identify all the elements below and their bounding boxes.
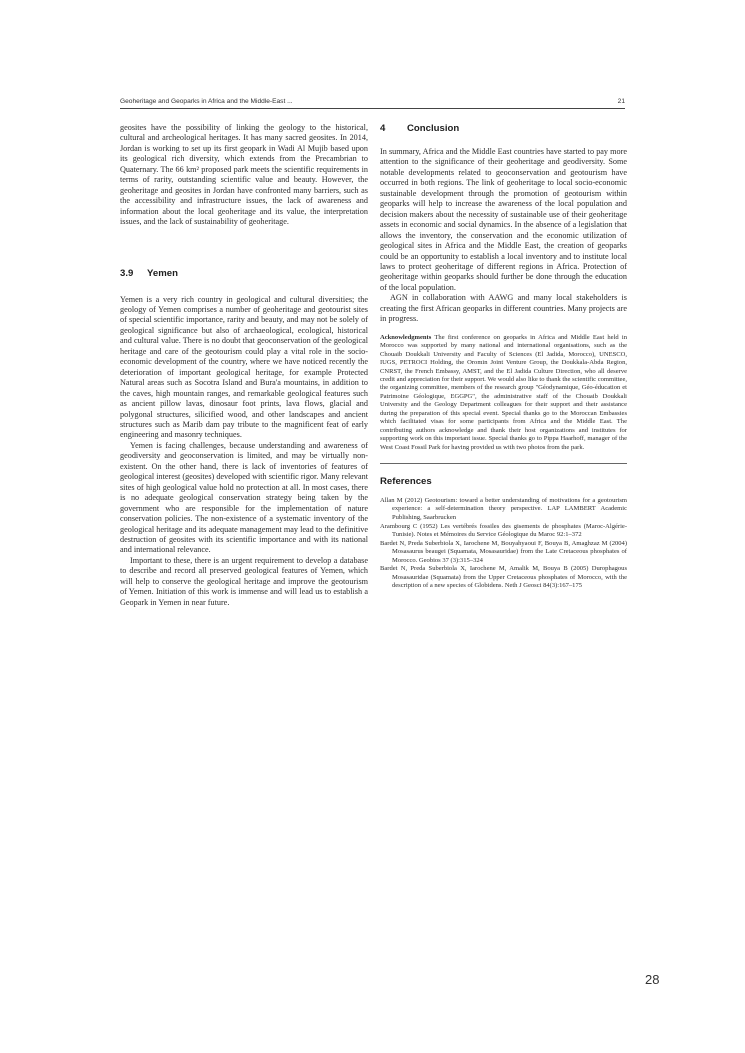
page-number: 28: [645, 972, 660, 987]
running-header-title: Geoheritage and Geoparks in Africa and the Middle-East ...: [120, 98, 293, 105]
running-header-page-number: 21: [617, 98, 625, 105]
references-heading: References: [380, 476, 432, 488]
right-column: [380, 123, 627, 591]
section-title: Yemen: [147, 267, 178, 279]
reference-item: Allan M (2012) Geotourism: toward a better understanding of motivations for a geotourism experience: a self-determination theory perspective. LAP LAMBERT Academic Publishing, Saarbrucken: [380, 497, 627, 521]
section-number: 4: [380, 123, 386, 134]
yemen-paragraph-3: Important to these, there is an urgent requirement to develop a database to describe and record all preserved geological features of Yemen, which will help to conserve the geological heritage and improve the geotourism of Yemen. Initiation of this work is immense and will lead us to establish a Geopark in Yemen in near future.: [120, 555, 368, 607]
yemen-paragraph-2: Yemen is facing challenges, because understanding and awareness of geodiversity and geoconservation is limited, and may be virtually non-existent. On the other hand, there is lack of inventories of features of geological interest (geosites) developed with scientific rigor. Many relevant sites of high geological value hold no protection at all. In most cases, there is no adequate geological conservation strategy being taken by the government who are responsible for the implementation of nature conservation policies. The non-existence of a systematic inventory of the geological heritage and its adequate management may lead to the definitive destruction of geosites with its scientific importance and with its national and international relevance.: [120, 440, 368, 555]
spacer: [120, 228, 368, 268]
reference-item: Bardet N, Preda Suberbiola X, Iarochene M, Bouyahyaoui F, Bouya B, Amaghzaz M (2004) Mosasaurus beaugei (Squamata, Mosasauridae) from the Late Cretaceous phosphates of Morocco. Geobios 37 (3):315–324: [380, 539, 627, 564]
header-rule: [120, 108, 625, 109]
section-heading-yemen: [120, 268, 368, 279]
conclusion-paragraph-1: In summary, Africa and the Middle East countries have started to pay more attention to the significance of their geoheritage and geodiversity. Some notable developments related to geoconservation and geotourism have occurred in both regions. The link of geoheritage to local socio-economic sustainable development through the promotion of geotourism within geoparks will help to increase the awareness of the local population and decision makers about the necessity of sustainable use of their geoheritage assets in economic and social dynamics. In the absence of a legislation that allows the inventory, the conservation and the economic utilization of geological sites in Africa and the Middle East, the creation of geoparks could be an opportunity to establish a local inventory and to institute local laws to protect geoheritage of different regions in Africa. Protection of geoheritage within geoparks should further be done through the education of the local population.: [380, 147, 627, 292]
reference-item: Bardet N, Preda Suberbiola X, Iarochene M, Amalik M, Bouya B (2005) Durophagous Mosasauridae (Squamata) from the Upper Cretaceous phosphates of Morocco, with the description of a new species of Globidens. Neth J Geosci 84(3):167–175: [380, 565, 627, 590]
yemen-paragraph-1: Yemen is a very rich country in geological and cultural diversities; the geology of Yemen comprises a number of geoheritage and geotourist sites of special scientific importance, rarity and beauty, and may not be solely of geological significance but also of archaeological, ecological, historical and cultural value. There is no doubt that geoconservation of the geological heritage and care of the geotourism could play a vital role in the socio-economic development of the country, where we have noticed recently the deterioration of important geological heritage, for example Protected Natural areas such as Socotra Island and Bura'a mountains, in addition to the caves, high mountain ranges, and remarkable geological features such as ancient pillow lavas, dinosaur foot prints, lava flows, glacial and polygonal structures, silicified wood, and other landscapes and ancient structures such as Marib dam pay tribute to the magnificent feat of early engineering and masonry techniques.: [120, 294, 368, 440]
section-title: Conclusion: [407, 123, 460, 134]
reference-item: Arambourg C (1952) Les vertébrés fossiles des gisements de phosphates (Maroc-Algérie-Tunisie). Notes et Mémoires du Service Géologique du Maroc 92:1–372: [380, 522, 627, 539]
spacer: [380, 464, 627, 476]
spacer: [380, 487, 627, 497]
references-list: [380, 497, 627, 591]
spacer: [380, 325, 627, 334]
left-column: [120, 123, 368, 608]
section-heading-conclusion: [380, 123, 627, 134]
spacer: [120, 279, 368, 295]
acknowledgments-label: Acknowledgments: [380, 333, 432, 341]
spacer: [380, 134, 627, 147]
acknowledgments: [380, 334, 627, 452]
acknowledgments-text: The first conference on geoparks in Africa and Middle East held in Morocco was supported by many national and international organisations, such as the Chouaib Doukkali University and Faculty of Sciences (El Jadida, Morocco), UNESCO, IUGS, PETROCI Holding, the Oromin Joint Venture Group, the Doukkala-Abda Region, CNRST, the French Embassy, AMST, and the El Jadida Culture Direction, who all deserve credit and appreciation for their support. We would also like to thank the scientific committee, the organizing committee, members of the research group "Géodynamique, Géo-éducation et Patrimoine Géologique, EGGPG", the administrative staff of the Chouaib Doukkali University and the Geology Department colleagues for their support and their assistance during the preparation of this special event. Special thanks go to the Moroccan Embassies which facilitated visas for some participants from Africa and the Middle East. The contributing authors acknowledge and thank their host organizations and institutes for supporting work on this important issue. Special thanks go to Pippa Haarhoff, manager of the West Coast Fossil Park for having provided us with two photos from the park.: [380, 333, 627, 451]
intro-paragraph: geosites have the possibility of linking the geology to the historical, cultural and archeological heritages. It has many sacred geosites. In 2014, Jordan is working to set up its first geopark in Wadi Al Mujib based upon its geological rich diversity, which extends from the Precambrian to Quaternary. The 66 km² proposed park meets the scientific requirements in terms of rarity, outstanding scientific value and beauty. However, the geoheritage and geosites in Jordan have confronted many barriers, such as the accessibility and infrastructure issues, the lack of awareness and information about the local geoheritage and its value, the interpretation issues, and the lack of sustainability of geoheritage.: [120, 123, 368, 227]
conclusion-paragraph-2: AGN in collaboration with AAWG and many local stakeholders is creating the first African geoparks in different countries. Many projects are in progress.: [380, 293, 627, 324]
spacer: [380, 452, 627, 463]
section-number: 3.9: [120, 267, 134, 279]
